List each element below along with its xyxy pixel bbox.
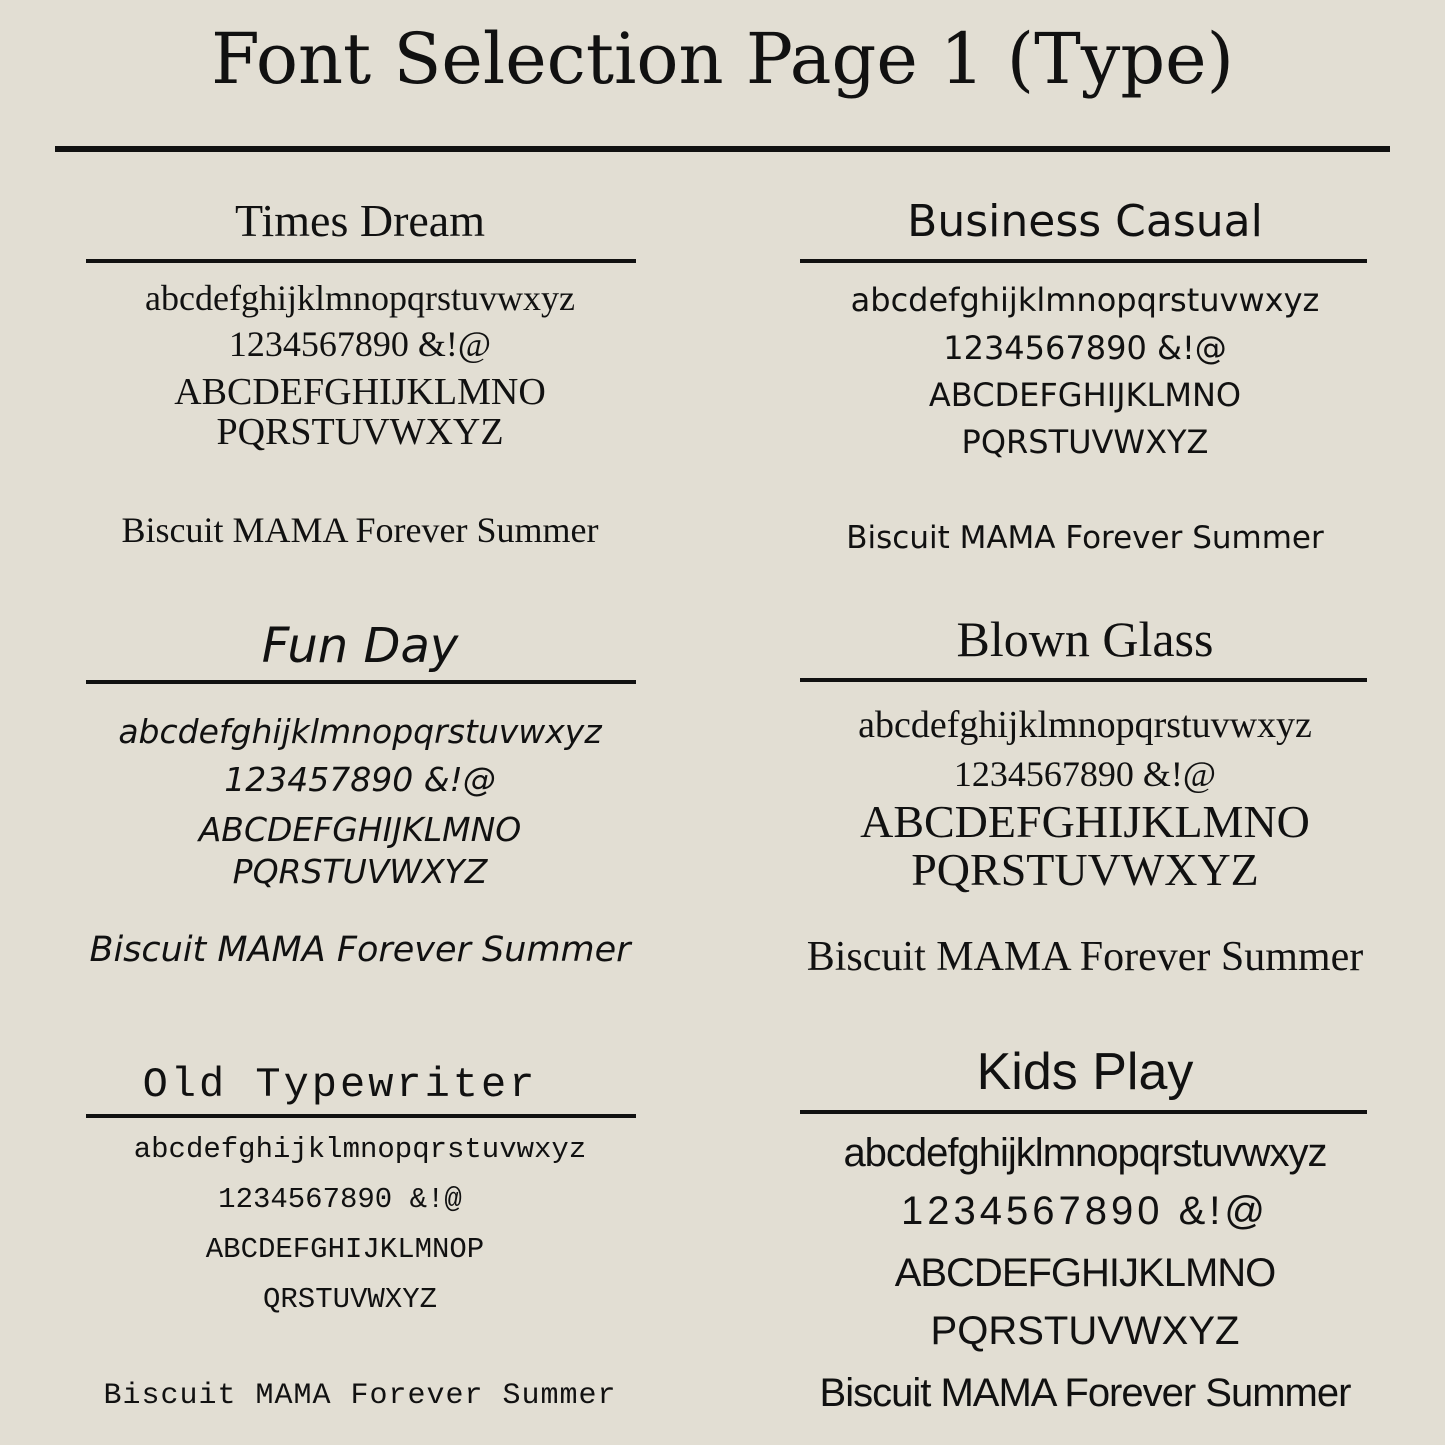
lowercase-line: abcdefghijklmnopqrstuvwxyz <box>843 1131 1327 1175</box>
uppercase-line-2: PQRSTUVWXYZ <box>232 852 488 891</box>
font-name: Fun Day <box>261 618 459 674</box>
lowercase-line: abcdefghijklmnopqrstuvwxyz <box>118 712 602 751</box>
font-name: Old Typewriter <box>142 1061 538 1109</box>
font-sample-blown-glass <box>735 606 1435 996</box>
sample-line: Biscuit MAMA Forever Summer <box>121 510 599 550</box>
numbers-line: 123457890 &!@ <box>224 760 496 799</box>
sample-line: Biscuit MAMA Forever Summer <box>819 1371 1351 1415</box>
lowercase-line: abcdefghijklmnopqrstuvwxyz <box>145 278 575 318</box>
numbers-line: 1234567890 &!@ <box>943 329 1227 367</box>
lowercase-line: abcdefghijklmnopqrstuvwxyz <box>133 1133 587 1166</box>
page-title: Font Selection Page 1 (Type) <box>211 18 1234 100</box>
font-divider <box>800 259 1367 263</box>
font-divider <box>86 1114 636 1118</box>
uppercase-line-2: PQRSTUVWXYZ <box>911 844 1259 895</box>
font-divider <box>86 680 636 684</box>
font-divider <box>800 678 1367 682</box>
numbers-line: 1234567890 &!@ <box>901 1189 1269 1233</box>
numbers-line: 1234567890 &!@ <box>953 754 1217 794</box>
uppercase-line-1: ABCDEFGHIJKLMNOP <box>205 1233 485 1266</box>
uppercase-line-1: ABCDEFGHIJKLMNO <box>928 376 1242 414</box>
uppercase-line-1: ABCDEFGHIJKLMNO <box>198 810 522 849</box>
font-divider <box>800 1110 1367 1114</box>
font-sample-business-casual <box>785 190 1385 560</box>
uppercase-line-2: PQRSTUVWXYZ <box>930 1309 1240 1353</box>
lowercase-line: abcdefghijklmnopqrstuvwxyz <box>850 281 1320 319</box>
uppercase-line-2: PQRSTUVWXYZ <box>216 411 504 453</box>
font-name: Kids Play <box>976 1043 1194 1101</box>
uppercase-line-2: PQRSTUVWXYZ <box>961 423 1209 461</box>
font-sample-fun-day <box>60 612 660 992</box>
font-divider <box>86 259 636 263</box>
uppercase-line-1: ABCDEFGHIJKLMNO <box>894 1251 1276 1295</box>
font-sample-old-typewriter <box>55 1056 665 1436</box>
uppercase-line-1: ABCDEFGHIJKLMNO <box>174 371 546 413</box>
font-sample-kids-play <box>785 1036 1385 1436</box>
title-divider <box>55 146 1390 152</box>
lowercase-line: abcdefghijklmnopqrstuvwxyz <box>858 704 1312 746</box>
sample-line: Biscuit MAMA Forever Summer <box>846 520 1324 556</box>
font-name: Business Casual <box>907 196 1263 247</box>
numbers-line: 1234567890 &!@ <box>218 1183 462 1216</box>
sample-line: Biscuit MAMA Forever Summer <box>103 1379 617 1413</box>
font-sample-times-dream <box>60 190 660 560</box>
font-name: Blown Glass <box>956 611 1214 667</box>
sample-line: Biscuit MAMA Forever Summer <box>806 934 1364 980</box>
uppercase-line-2: QRSTUVWXYZ <box>262 1283 438 1316</box>
uppercase-line-1: ABCDEFGHIJKLMNO <box>860 796 1310 847</box>
numbers-line: 1234567890 &!@ <box>228 324 492 364</box>
font-name: Times Dream <box>234 195 485 246</box>
sample-line: Biscuit MAMA Forever Summer <box>89 930 631 970</box>
